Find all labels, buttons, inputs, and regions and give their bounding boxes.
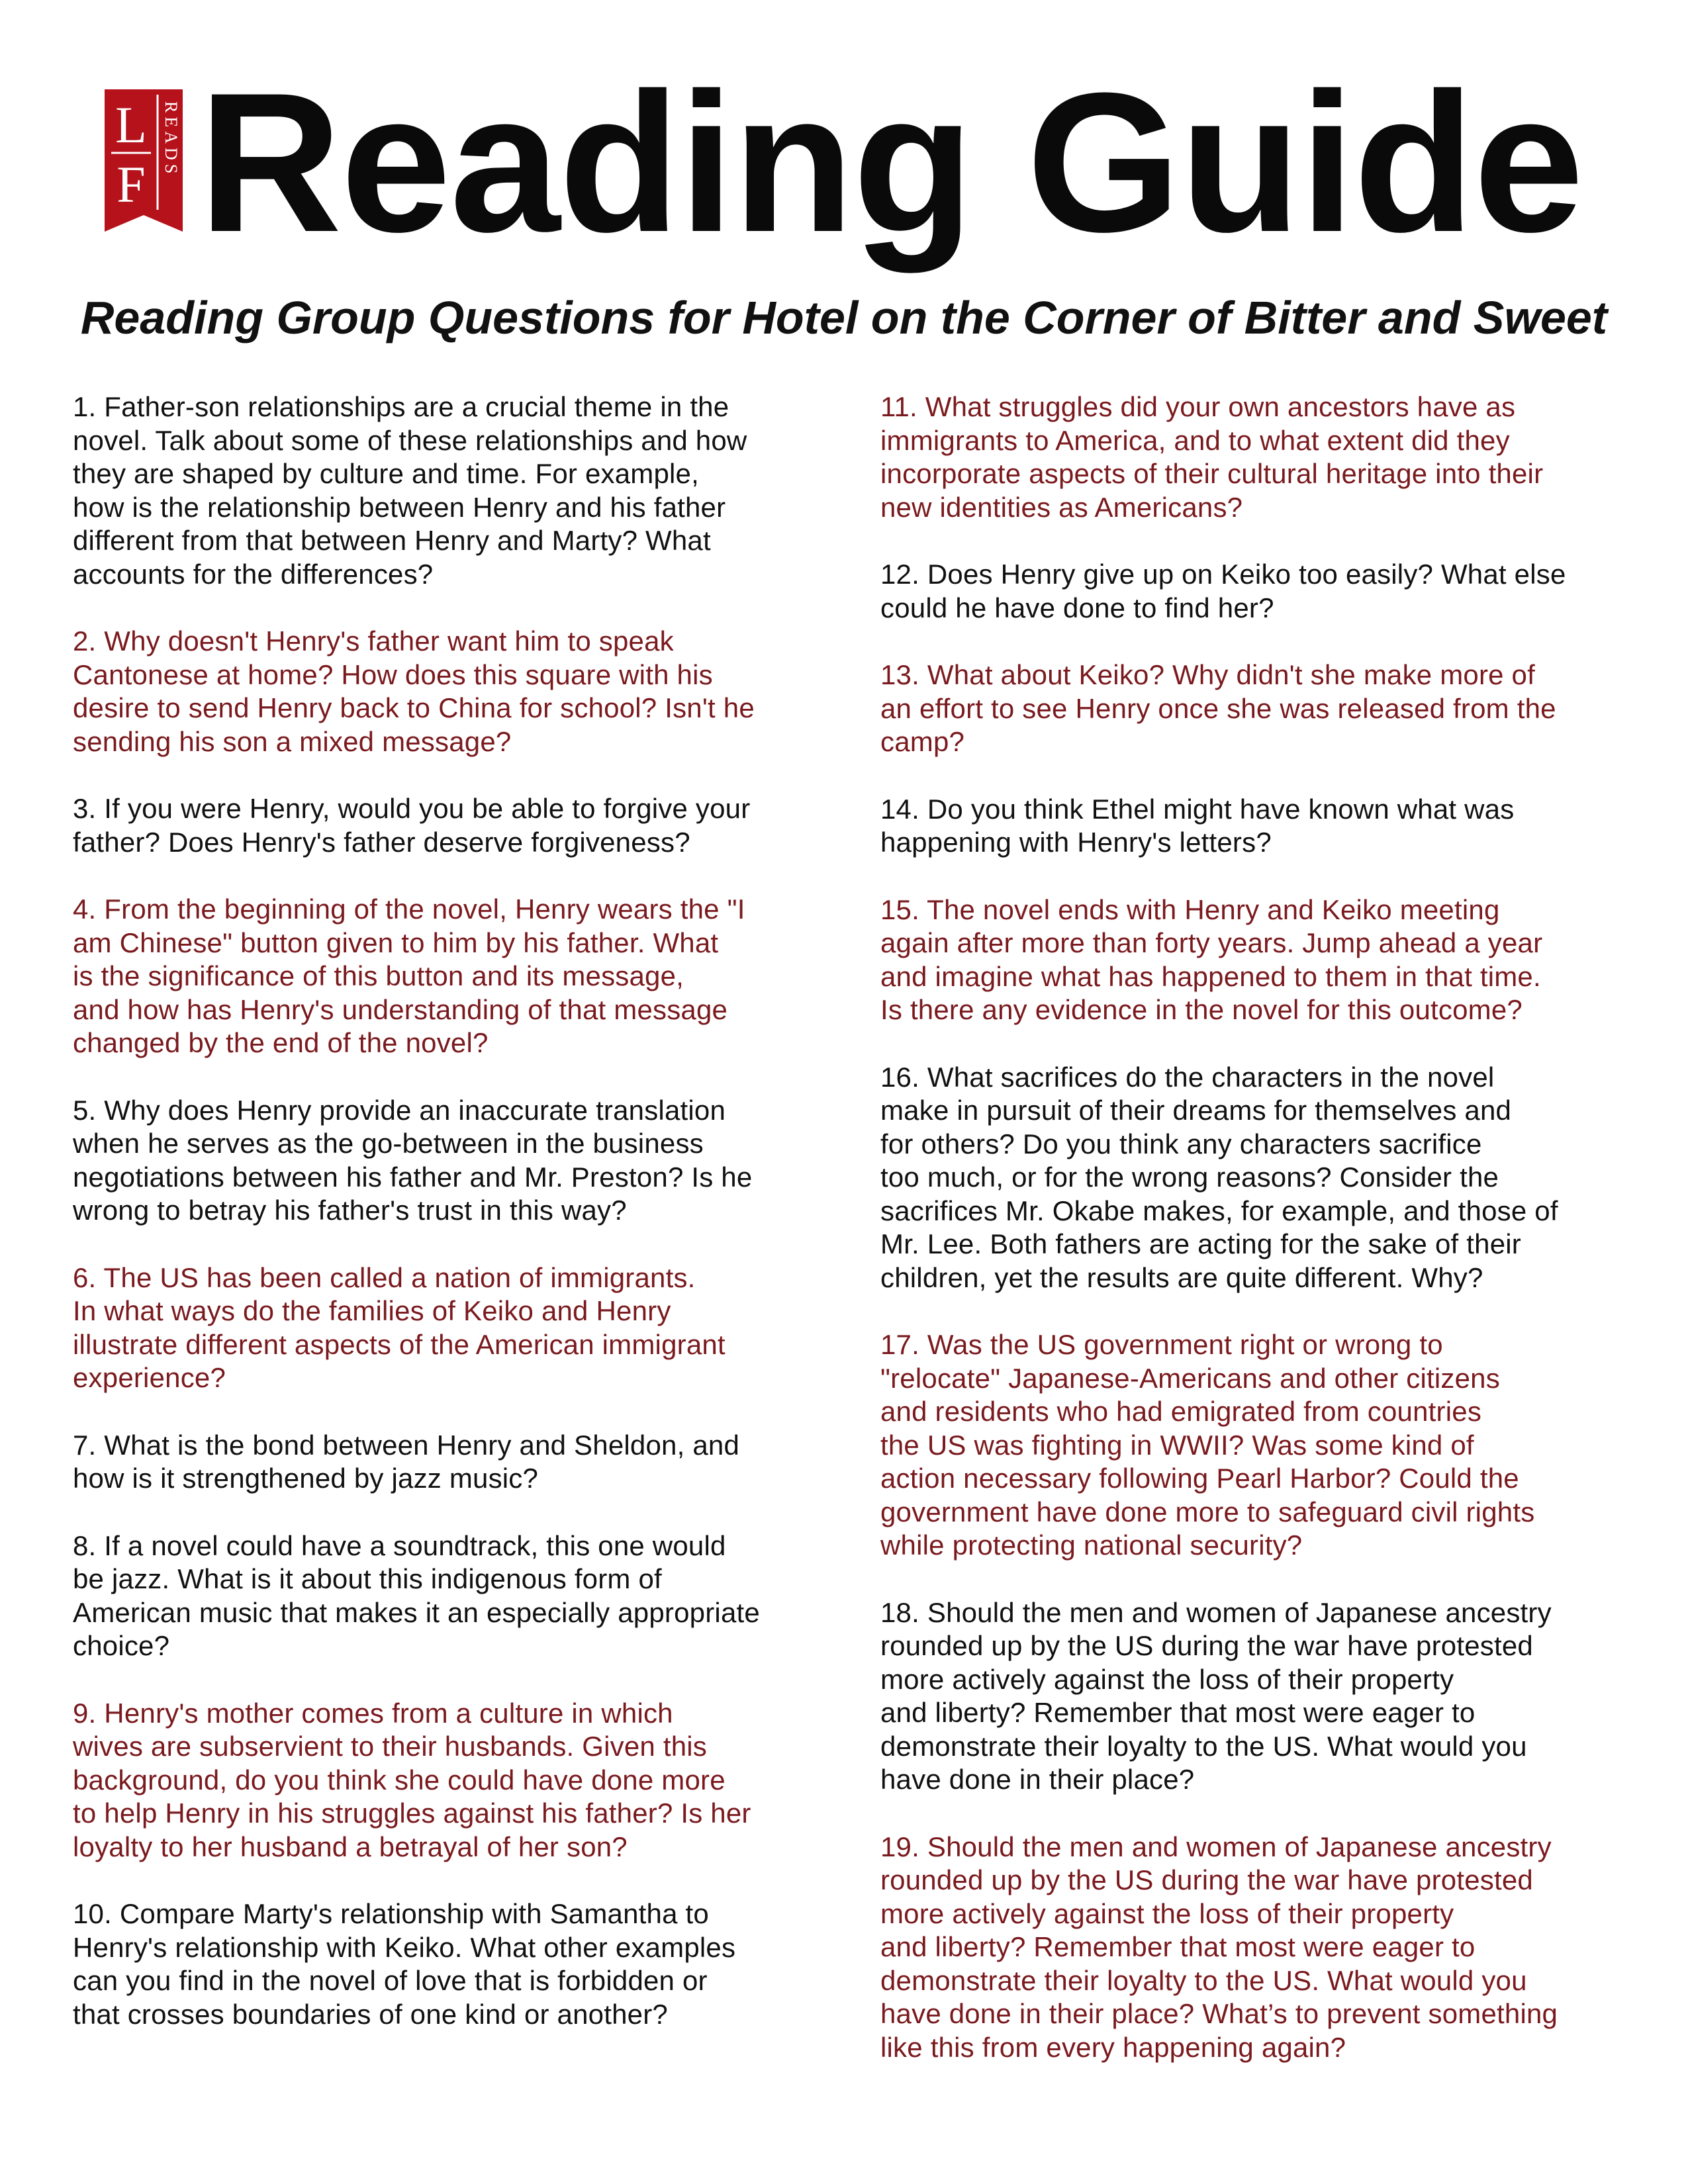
question-line: am Chinese" button given to him by his father. What [73, 927, 719, 958]
question-line: 13. What about Keiko? Why didn't she make more of [880, 659, 1535, 690]
question-line: make in pursuit of their dreams for themselves and [880, 1095, 1512, 1126]
question-line: while protecting national security? [880, 1529, 1303, 1561]
question-item [880, 558, 1625, 625]
question-line: could he have done to find her? [880, 592, 1274, 623]
question-line: demonstrate their loyalty to the US. What would you [880, 1964, 1527, 1996]
question-line: happening with Henry's letters? [880, 827, 1272, 858]
question-line: In what ways do the families of Keiko and Henry [73, 1295, 671, 1326]
question-line: and residents who had emigrated from countries [880, 1396, 1482, 1427]
question-line: negotiations between his father and Mr. Preston? Is he [73, 1161, 753, 1193]
question-line: they are shaped by culture and time. For example, [73, 458, 699, 489]
question-line: how is it strengthened by jazz music? [73, 1463, 539, 1494]
question-item [880, 659, 1625, 759]
question-line: sending his son a mixed message? [73, 725, 512, 757]
question-line: an effort to see Henry once she was released from the [880, 692, 1556, 724]
question-line: children, yet the results are quite different. Why? [880, 1261, 1483, 1293]
question-line: demonstrate their loyalty to the US. What would you [880, 1730, 1527, 1762]
question-line: sacrifices Mr. Okabe makes, for example, and those of [880, 1195, 1558, 1226]
question-item [73, 1429, 818, 1496]
question-line: novel. Talk about some of these relationships and how [73, 424, 747, 456]
question-line: is the significance of this button and its message, [73, 960, 684, 991]
question-line: wives are subservient to their husbands. Given this [73, 1731, 708, 1762]
page-title: Reading Guide [199, 51, 1583, 273]
question-item [880, 1596, 1625, 1797]
question-item [73, 625, 818, 758]
question-item [880, 390, 1625, 524]
question-line: that crosses boundaries of one kind or another? [73, 1998, 668, 2030]
question-line: have done in their place? What’s to prevent something [880, 1998, 1558, 2029]
question-line: desire to send Henry back to China for school? Isn't he [73, 692, 755, 723]
question-line: new identities as Americans? [880, 491, 1243, 523]
question-item [73, 893, 818, 1060]
lf-reads-logo [105, 89, 183, 232]
question-line: and liberty? Remember that most were eager to [880, 1931, 1476, 1962]
question-line: different from that between Henry and Marty? What [73, 525, 711, 556]
question-line: to help Henry in his struggles against his father? Is her [73, 1797, 751, 1829]
question-item [73, 1261, 818, 1395]
question-line: 1. Father-son relationships are a crucial theme in the [73, 391, 729, 422]
question-line: experience? [73, 1362, 226, 1393]
question-line: immigrants to America, and to what extent did they [880, 424, 1510, 456]
question-line: can you find in the novel of love that is forbidden or [73, 1965, 708, 1996]
question-line: for others? Do you think any characters sacrifice [880, 1128, 1482, 1160]
question-line: how is the relationship between Henry and his father [73, 491, 726, 523]
lf-reads-logo-mark [105, 89, 183, 232]
question-line: 16. What sacrifices do the characters in the novel [880, 1061, 1495, 1093]
question-line: Is there any evidence in the novel for this outcome? [880, 994, 1523, 1025]
questions-column-left [73, 390, 818, 2065]
question-line: 3. If you were Henry, would you be able to forgive your [73, 793, 751, 824]
question-line: 18. Should the men and women of Japanese ancestry [880, 1596, 1552, 1628]
question-line: 12. Does Henry give up on Keiko too easily? What else [880, 559, 1566, 590]
question-line: 17. Was the US government right or wrong to [880, 1329, 1443, 1360]
question-line: 15. The novel ends with Henry and Keiko meeting [880, 893, 1500, 925]
question-line: and liberty? Remember that most were eager to [880, 1697, 1476, 1728]
question-line: father? Does Henry's father deserve forgiveness? [73, 826, 690, 858]
question-line: changed by the end of the novel? [73, 1027, 489, 1058]
question-line: have done in their place? [880, 1764, 1195, 1795]
question-line: 11. What struggles did your own ancestors have as [880, 391, 1516, 422]
question-line: and how has Henry's understanding of that message [73, 993, 728, 1025]
question-line: action necessary following Pearl Harbor? Could the [880, 1463, 1519, 1494]
question-line: accounts for the differences? [73, 558, 434, 590]
question-item [880, 1328, 1625, 1563]
question-line: more actively against the loss of their property [880, 1663, 1454, 1695]
questions-column-right [880, 390, 1625, 2098]
question-line: 6. The US has been called a nation of immigrants. [73, 1261, 696, 1293]
logo-letter-f: F [117, 156, 146, 213]
page-subtitle: Reading Group Questions for Hotel on the Corner of Bitter and Sweet [80, 292, 1608, 343]
question-line: American music that makes it an especially appropriate [73, 1596, 760, 1628]
question-line: rounded up by the US during the war have protested [880, 1864, 1533, 1895]
question-item [880, 1831, 1625, 2065]
question-line: the US was fighting in WWII? Was some kind of [880, 1429, 1474, 1461]
logo-reads-text: READS [162, 101, 181, 178]
question-line: loyalty to her husband a betrayal of her son? [73, 1831, 628, 1862]
question-line: 19. Should the men and women of Japanese ancestry [880, 1831, 1552, 1862]
question-line: and imagine what has happened to them in that time. [880, 960, 1541, 992]
question-line: government have done more to safeguard civil rights [880, 1496, 1535, 1527]
question-line: 5. Why does Henry provide an inaccurate translation [73, 1094, 726, 1126]
question-line: rounded up by the US during the war have protested [880, 1630, 1533, 1661]
question-line: when he serves as the go-between in the business [73, 1128, 704, 1159]
question-item [880, 793, 1625, 860]
question-item [73, 1529, 818, 1663]
question-line: more actively against the loss of their property [880, 1897, 1454, 1929]
question-item [73, 1697, 818, 1864]
question-line: like this from every happening again? [880, 2031, 1346, 2063]
question-line: background, do you think she could have done more [73, 1764, 726, 1796]
question-line: 2. Why doesn't Henry's father want him to speak [73, 625, 674, 657]
question-line: be jazz. What is it about this indigenous form of [73, 1563, 662, 1594]
question-item [73, 1897, 818, 2031]
logo-letter-l: L [115, 96, 147, 154]
question-line: too much, or for the wrong reasons? Consider the [880, 1161, 1499, 1193]
question-item [880, 1061, 1625, 1295]
question-item [73, 390, 818, 591]
question-line: illustrate different aspects of the American immigrant [73, 1328, 726, 1360]
question-item [880, 893, 1625, 1027]
question-line: 7. What is the bond between Henry and Sheldon, and [73, 1429, 740, 1461]
question-line: again after more than forty years. Jump ahead a year [880, 927, 1543, 958]
question-line: Mr. Lee. Both fathers are acting for the sake of their [880, 1228, 1521, 1259]
question-line: 10. Compare Marty's relationship with Samantha to [73, 1898, 709, 1929]
question-line: 4. From the beginning of the novel, Henry wears the "I [73, 893, 745, 925]
question-line: "relocate" Japanese-Americans and other citizens [880, 1362, 1500, 1394]
question-line: incorporate aspects of their cultural heritage into their [880, 458, 1544, 489]
question-line: choice? [73, 1630, 170, 1661]
question-item [73, 792, 818, 859]
question-line: 8. If a novel could have a soundtrack, this one would [73, 1529, 726, 1561]
question-item [73, 1094, 818, 1228]
question-line: 14. Do you think Ethel might have known what was [880, 793, 1515, 825]
question-line: camp? [880, 726, 965, 757]
question-line: wrong to betray his father's trust in this way? [73, 1195, 627, 1226]
question-line: Cantonese at home? How does this square with his [73, 659, 713, 690]
question-line: 9. Henry's mother comes from a culture in which [73, 1697, 673, 1729]
question-line: Henry's relationship with Keiko. What other examples [73, 1931, 736, 1963]
